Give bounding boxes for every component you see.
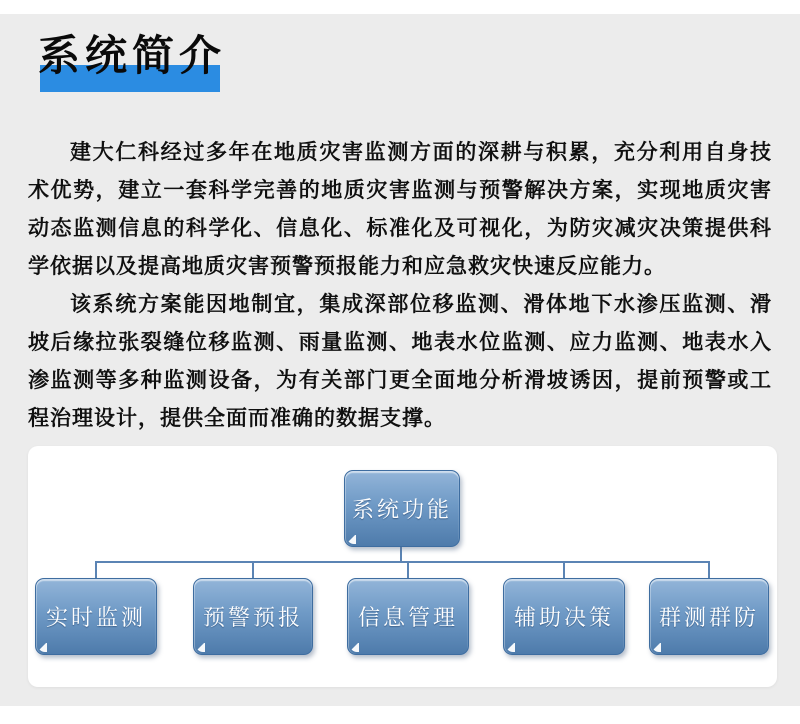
intro-paragraph-2: 该系统方案能因地制宜，集成深部位移监测、滑体地下水渗压监测、滑坡后缘拉张裂缝位移监测、雨量监测、地表水位监测、应力监测、地表水入渗监测等多种监测设备，为有关部门更全面地分析滑坡诱因，提前预警或工程治理设计，提供全面而准确的数据支撑。 — [28, 293, 772, 430]
connector-drop-realtime — [95, 561, 97, 579]
connector-drop-decision — [563, 561, 565, 579]
connector-root-stub — [400, 545, 402, 562]
intro-section — [28, 134, 772, 438]
connector-drop-warning — [252, 561, 254, 579]
diagram-node-early-warning-forecast — [193, 578, 313, 655]
diagram-node-label: 预警预报 — [202, 605, 303, 630]
diagram-node-label: 辅助决策 — [513, 605, 614, 630]
diagram-node-label: 实时监测 — [45, 605, 146, 630]
diagram-node-realtime-monitoring — [35, 578, 157, 655]
connector-drop-info — [407, 561, 409, 579]
diagram-node-auxiliary-decision — [503, 578, 625, 655]
page-title: 系统简介 — [38, 32, 227, 79]
system-functions-diagram-card — [28, 446, 777, 687]
diagram-node-label: 信息管理 — [357, 605, 458, 630]
connector-horizontal-line — [95, 561, 710, 563]
diagram-node-label: 系统功能 — [351, 497, 452, 522]
connector-drop-group — [708, 561, 710, 579]
intro-paragraph-1: 建大仁科经过多年在地质灾害监测方面的深耕与积累，充分利用自身技术优势，建立一套科学完善的地质灾害监测与预警解决方案，实现地质灾害动态监测信息的科学化、信息化、标准化及可视化，为防灾减灾决策提供科学依据以及提高地质灾害预警预报能力和应急救灾快速反应能力。 — [28, 141, 772, 278]
diagram-node-information-management — [347, 578, 469, 655]
diagram-node-label: 群测群防 — [658, 605, 759, 630]
diagram-node-group-monitoring-prevention — [649, 578, 769, 655]
diagram-node-system-functions — [344, 470, 460, 547]
